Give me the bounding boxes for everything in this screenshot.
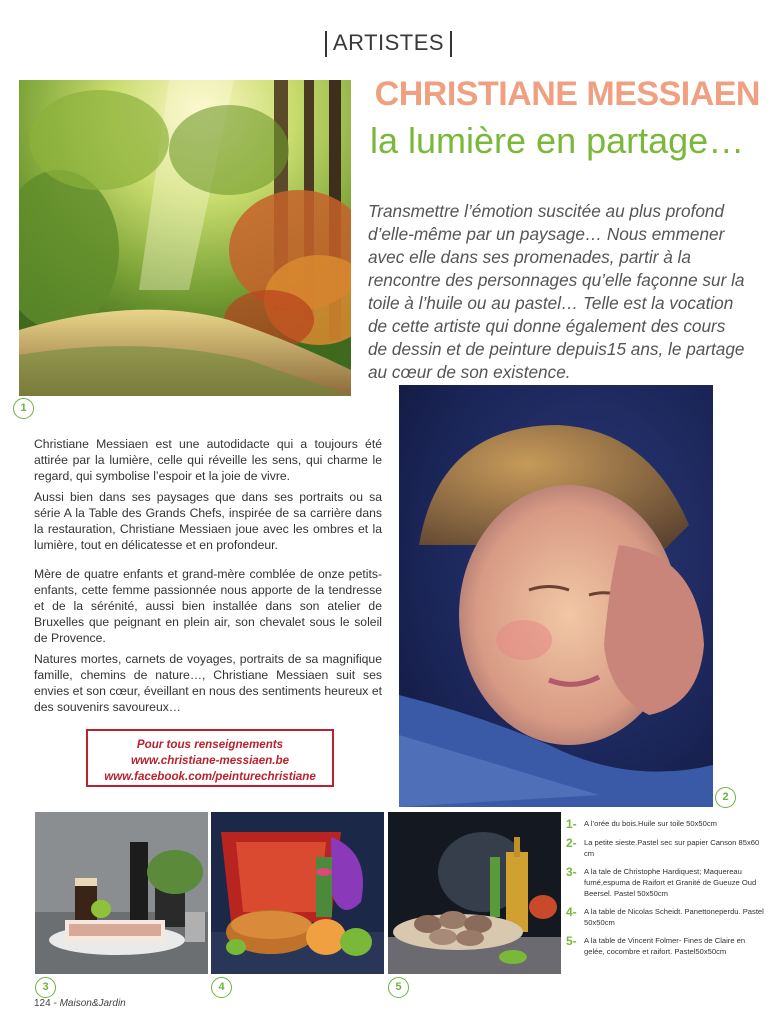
magazine-name: Maison&Jardin [59, 998, 126, 1009]
caption-text: A la table de Nicolas Scheidt. Panettoneperdu. Pastel 50x50cm [584, 907, 764, 927]
image-number-badge-4: 4 [211, 977, 232, 998]
body-paragraph-1: Christiane Messiaen est une autodidacte qui a toujours été attirée par la lumière, celle qui réveille les sens, qui charme le regard, qui symbolise l’espoir et la joie de vivre. [34, 437, 382, 483]
caption-3 [566, 866, 766, 899]
article-subtitle: la lumière en partage… [370, 120, 745, 161]
body-paragraph-3: Mère de quatre enfants et grand-mère comblée de onze petits-enfants, cette femme passionnée nous apporte de la tendresse et de la sérénité, aussi bien installée dans son atelier de Bruxelles que peignant en plein air, son chevalet sous le soleil de Provence. [34, 567, 382, 645]
caption-number: 3- [566, 865, 577, 879]
caption-text: A la tale de Christophe Hardiquest; Maquereau fumé,espuma de Raifort et Granité de Gueuze Oud Beersel. Pastel 50x50cm [584, 867, 757, 898]
painting-oysters [388, 812, 561, 974]
painting-panettone [211, 812, 384, 974]
contact-facebook-link[interactable]: www.facebook.com/peinturechristiane [104, 770, 316, 783]
image-number-badge-2: 2 [715, 787, 736, 808]
caption-number: 1- [566, 817, 577, 831]
page-footer [34, 998, 126, 1009]
caption-1 [566, 818, 766, 830]
caption-4 [566, 906, 766, 928]
caption-text: A la table de Vincent Folmer- Fines de Claire en gelée, cocombre et raifort. Pastel50x50cm [584, 936, 746, 956]
caption-number: 2- [566, 836, 577, 850]
body-paragraph-4: Natures mortes, carnets de voyages, portraits de sa magnifique famille, chemins de nature…, Christiane Messiaen suit ses envies et son cœur, éveillant en nous des sentiments heureux et des souvenirs savoureux… [34, 652, 382, 714]
body-text-top [34, 436, 382, 558]
caption-text: La petite sieste.Pastel sec sur papier Canson 85x60 cm [584, 838, 760, 858]
contact-box [86, 729, 334, 787]
caption-5 [566, 935, 766, 957]
contact-heading: Pour tous renseignements [136, 738, 284, 751]
caption-number: 4- [566, 905, 577, 919]
caption-2 [566, 837, 766, 859]
painting-sleeping-child [399, 385, 713, 807]
article-title: CHRISTIANE MESSIAEN [374, 75, 760, 113]
image-number-badge-3: 3 [35, 977, 56, 998]
image-number-badge-5: 5 [388, 977, 409, 998]
caption-number: 5- [566, 934, 577, 948]
section-header [0, 30, 777, 57]
painting-mackerel [35, 812, 208, 974]
captions-list [566, 818, 766, 964]
intro-paragraph: Transmettre l’émotion suscitée au plus profond d’elle-même par un paysage… Nous emmener avec elle dans ses promenades, partir à la rencontre des personnages qu’elle façonne sur la toile à l’huile ou au pastel… Telle est la vocation de cette artiste qui donne également des cours de dessin et de peinture depuis15 ans, le partage au cœur de son existence. [368, 201, 745, 382]
contact-website-link[interactable]: www.christiane-messiaen.be [130, 754, 290, 767]
header-divider-right [450, 31, 452, 57]
page-number: 124 - [34, 998, 57, 1009]
body-text-bottom [34, 566, 382, 720]
section-label: ARTISTES [332, 30, 445, 55]
painting-forest [19, 80, 351, 396]
body-paragraph-2: Aussi bien dans ses paysages que dans ses portraits ou sa série A la Table des Grands Chefs, inspirée de sa carrière dans la restauration, Christiane Messiaen joue avec les ombres et la lumière, tout en délicatesse et en profondeur. [34, 490, 382, 552]
image-number-badge-1: 1 [13, 398, 34, 419]
header-divider-left [325, 31, 327, 57]
caption-text: A l’orée du bois.Huile sur toile 50x50cm [584, 819, 717, 828]
